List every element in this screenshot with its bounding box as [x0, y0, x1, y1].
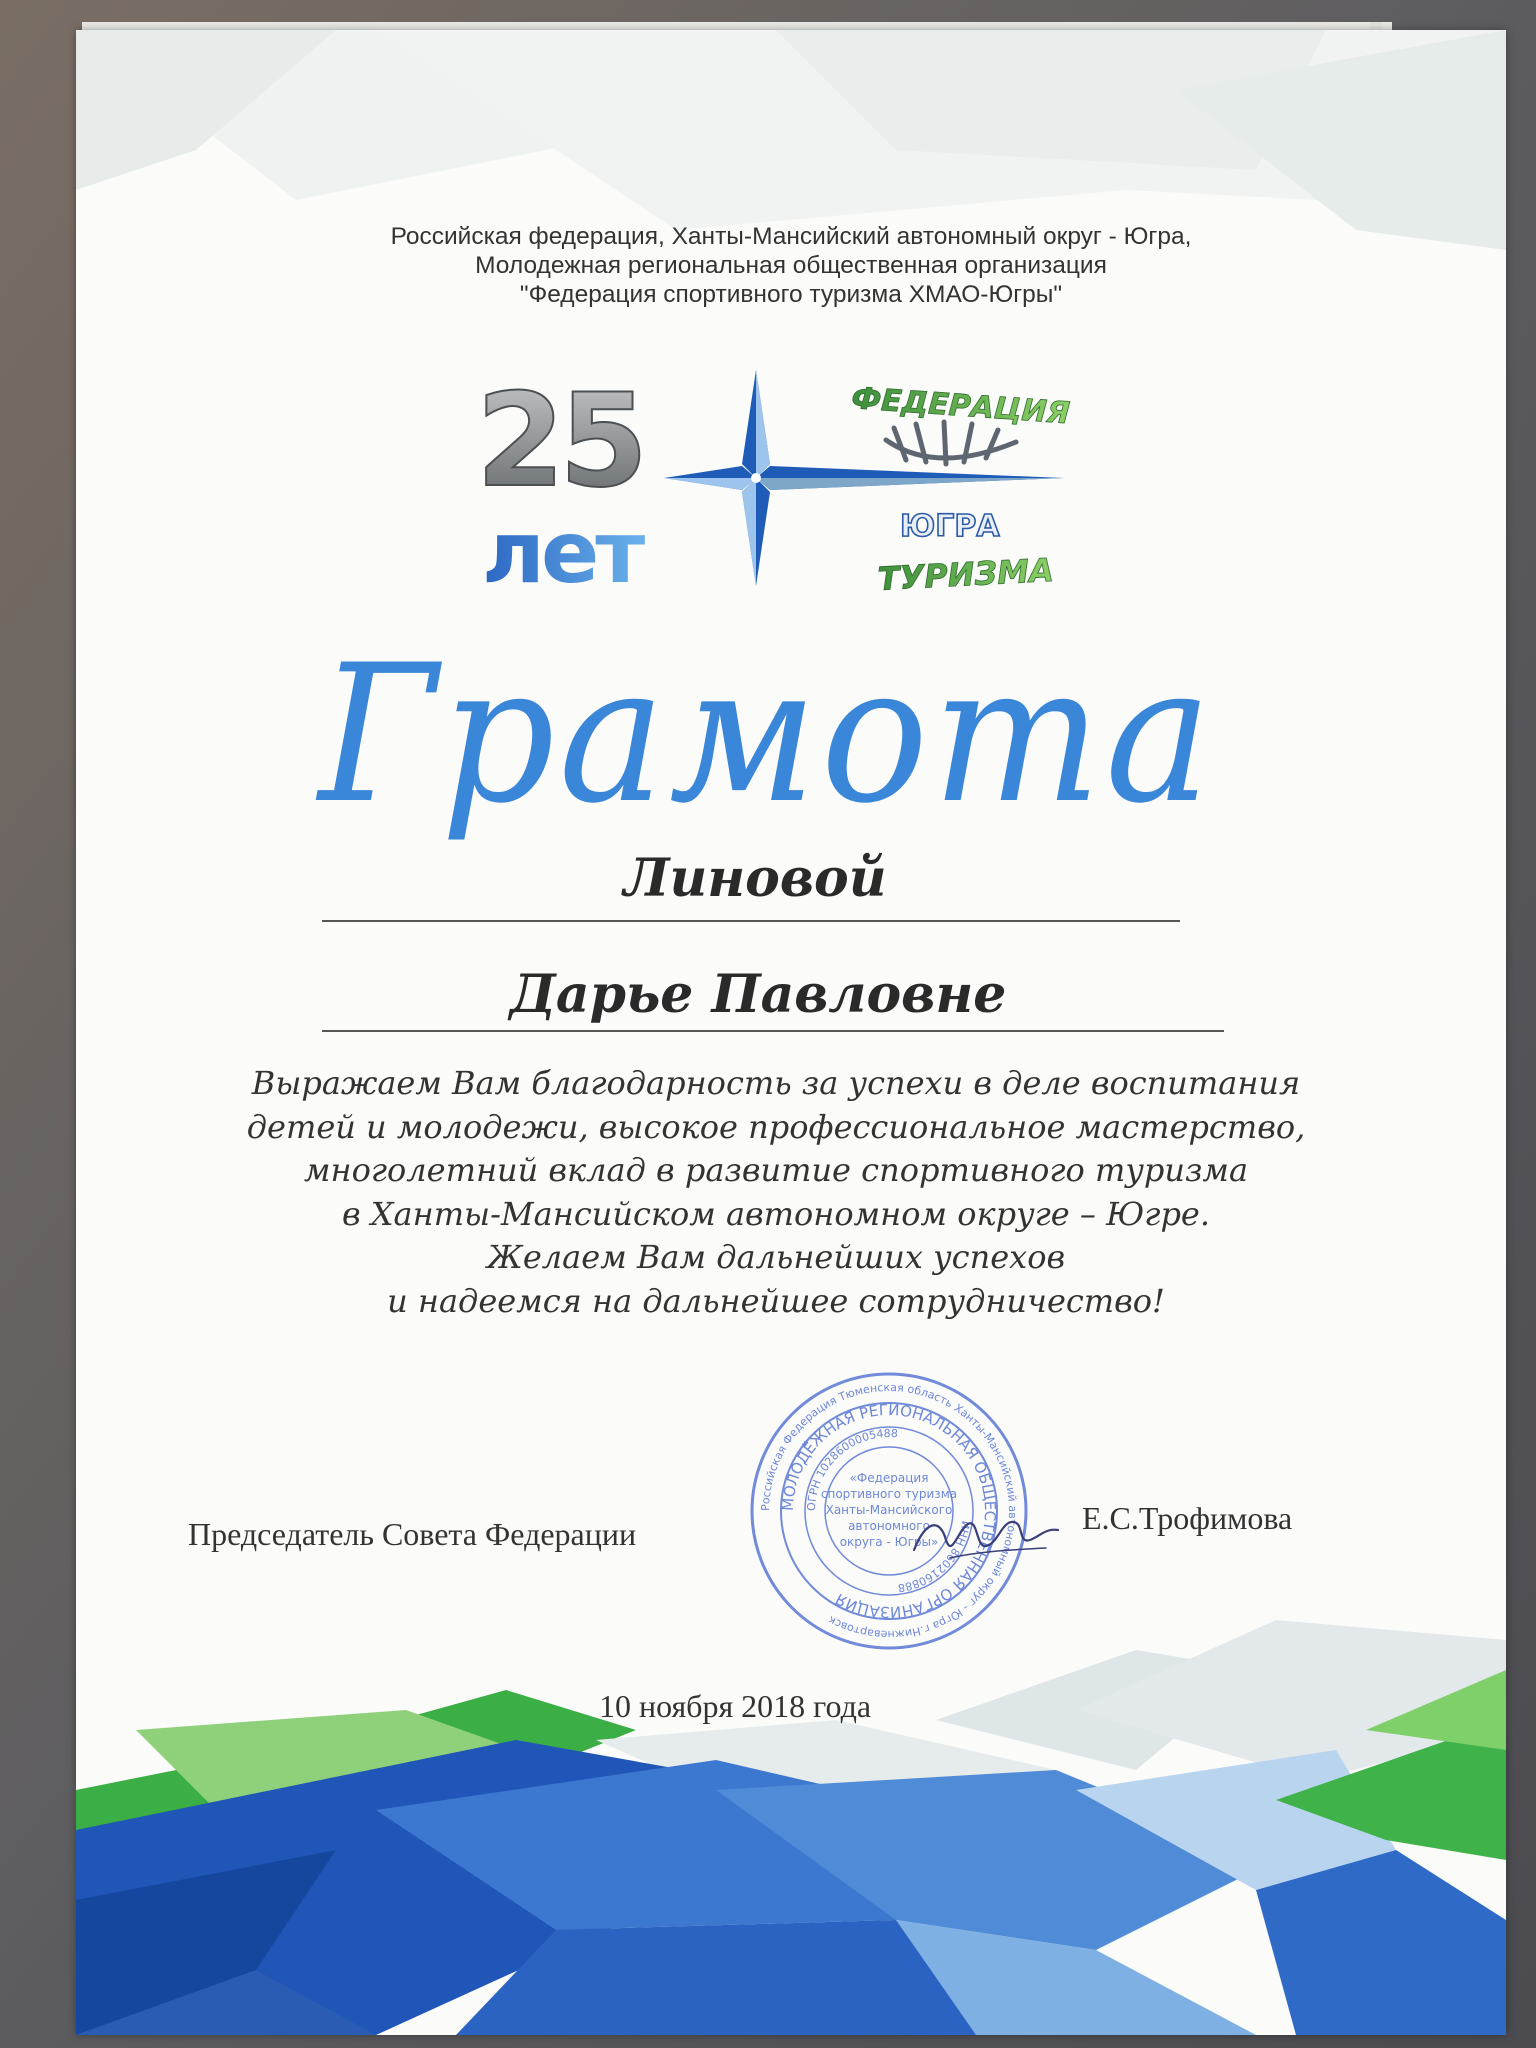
svg-text:«Федерация: «Федерация: [849, 1471, 929, 1485]
svg-text:ИНН 8602160888: ИНН 8602160888: [896, 1519, 973, 1595]
handwritten-signature: [906, 1500, 1066, 1570]
svg-text:спортивного туризма: спортивного туризма: [820, 1487, 958, 1501]
surname-underline: [322, 920, 1180, 922]
message-line: и надеемся на дальнейшее сотрудничество!: [387, 1281, 1165, 1320]
svg-text:округа - Югры»: округа - Югры»: [839, 1535, 939, 1549]
logo-text-region: ЮГРА: [900, 509, 1000, 544]
message-line: Выражаем Вам благодарность за успехи в деле воспитания: [251, 1064, 1301, 1102]
message-line: детей и молодежи, высокое профессиональное мастерство,: [246, 1107, 1306, 1146]
svg-text:ОГРН 1028600005488: ОГРН 1028600005488: [804, 1426, 899, 1512]
anniversary-number: 25: [476, 367, 643, 516]
certificate-title: Грамота: [318, 624, 1216, 845]
header-line-1: Российская федерация, Ханты-Мансийский автономный округ - Югра,: [390, 223, 1192, 250]
message-line: Желаем Вам дальнейших успехов: [486, 1238, 1066, 1276]
logo-text-tourism: ТУРИЗМА: [876, 550, 1055, 599]
svg-text:автономного: автономного: [848, 1519, 930, 1533]
federation-logo: [416, 350, 1136, 610]
signatory-position: Председатель Совета Федерации: [188, 1516, 637, 1552]
message-line: многолетний вклад в развитие спортивного туризма: [303, 1151, 1249, 1189]
organization-header: [76, 222, 1506, 309]
logo-text-federation: ФЕДЕРАЦИЯ: [850, 381, 1071, 432]
svg-text:Российская Федерация Тюменская: Российская Федерация Тюменская область Ханты-Мансийский автономный округ - Югра г.Нижневартовск: [758, 1380, 1020, 1642]
recipient-name: Дарье Павловне: [509, 964, 1007, 1025]
emblem-icon: [886, 422, 1016, 464]
certificate-message: [136, 1062, 1416, 1323]
issue-date: 10 ноября 2018 года: [598, 1688, 872, 1724]
certificate-sheet: [76, 30, 1506, 2035]
svg-text:МОЛОДЁЖНАЯ РЕГИОНАЛЬНАЯ ОБЩЕСТ: МОЛОДЁЖНАЯ РЕГИОНАЛЬНАЯ ОБЩЕСТВЕННАЯ ОРГАНИЗАЦИЯ: [778, 1400, 1000, 1622]
decorative-background: [76, 30, 1506, 2035]
anniversary-years: лет: [482, 503, 642, 603]
header-line-2: Молодежная региональная общественная организация: [475, 252, 1107, 279]
name-underline: [322, 1030, 1224, 1032]
svg-text:Ханты-Мансийского: Ханты-Мансийского: [825, 1503, 953, 1517]
signatory-name: Е.С.Трофимова: [1082, 1500, 1293, 1536]
recipient-surname: Линовой: [623, 848, 887, 909]
message-line: в Ханты-Мансийском автономном округе – Югре.: [341, 1194, 1211, 1233]
header-line-3: "Федерация спортивного туризма ХМАО-Югры": [519, 281, 1063, 308]
